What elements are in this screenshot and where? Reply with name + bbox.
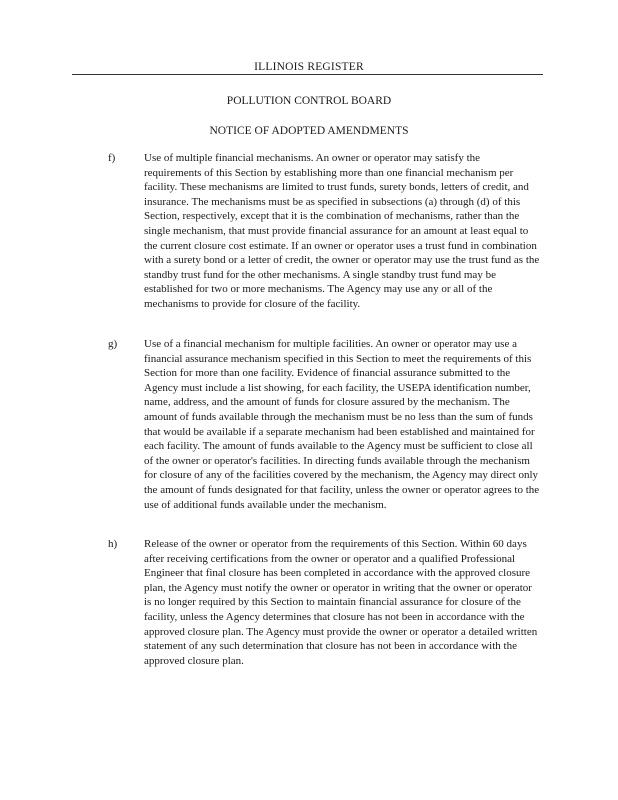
register-title-text: ILLINOIS REGISTER bbox=[250, 61, 368, 73]
section-f bbox=[108, 151, 540, 312]
section-text: Use of multiple financial mechanisms. An owner or operator may satisfy the requirements of this Section by establishing more than one financial mechanism per facility. These mechanisms are limited to trust funds, surety bonds, letters of credit, and insurance. The mechanisms must be as specified in subsections (a) through (d) of this Section, respectively, except that it is the combination of mechanisms, rather than the single mechanism, that must provide financial assurance for an amount at least equal to the current closure cost estimate. If an owner or operator uses a trust fund in combination with a surety bond or a letter of credit, the owner or operator may use the trust fund as the standby trust fund for the other mechanisms. A single standby trust fund may be established for two or more mechanisms. The Agency may use any or all of the mechanisms to provide for closure of the facility. bbox=[144, 152, 540, 310]
section-label: g) bbox=[108, 338, 118, 350]
section-label: h) bbox=[108, 538, 118, 550]
section-text: Release of the owner or operator from the requirements of this Section. Within 60 days after receiving certifications from the owner or operator and a qualified Professional Engineer that final closure has been completed in accordance with the approved closure plan, the Agency must notify the owner or operator in writing that the owner or operator is no longer required by this Section to maintain financial assurance for closure of the facility, unless the Agency determines that closure has not been in accordance with the approved closure plan. The Agency must provide the owner or operator a detailed written statement of any such determination that closure has not been in accordance with the approved closure plan. bbox=[144, 538, 538, 667]
register-title bbox=[0, 61, 618, 73]
notice-title: NOTICE OF ADOPTED AMENDMENTS bbox=[209, 125, 409, 137]
section-text: Use of a financial mechanism for multiple facilities. An owner or operator may use a financial assurance mechanism specified in this Section to meet the requirements of this Section for more than one facility. Evidence of financial assurance submitted to the Agency must include a list showing, for each facility, the USEPA identification number, name, address, and the amount of funds for closure assured by the mechanism. The amount of funds available through the mechanism must be no less than the sum of funds that would be available if a separate mechanism had been established and maintained for each facility. The amount of funds available to the Agency must be sufficient to close all of the owner or operator's facilities. In directing funds available through the mechanism for closure of any of the facilities covered by the mechanism, the Agency may direct only the amount of funds designated for that facility, unless the owner or operator agrees to the use of additional funds available under the mechanism. bbox=[144, 338, 540, 511]
header-rule bbox=[72, 74, 543, 75]
section-h bbox=[108, 537, 540, 668]
board-name: POLLUTION CONTROL BOARD bbox=[226, 95, 392, 107]
section-g bbox=[108, 337, 540, 512]
section-label: f) bbox=[108, 152, 116, 164]
